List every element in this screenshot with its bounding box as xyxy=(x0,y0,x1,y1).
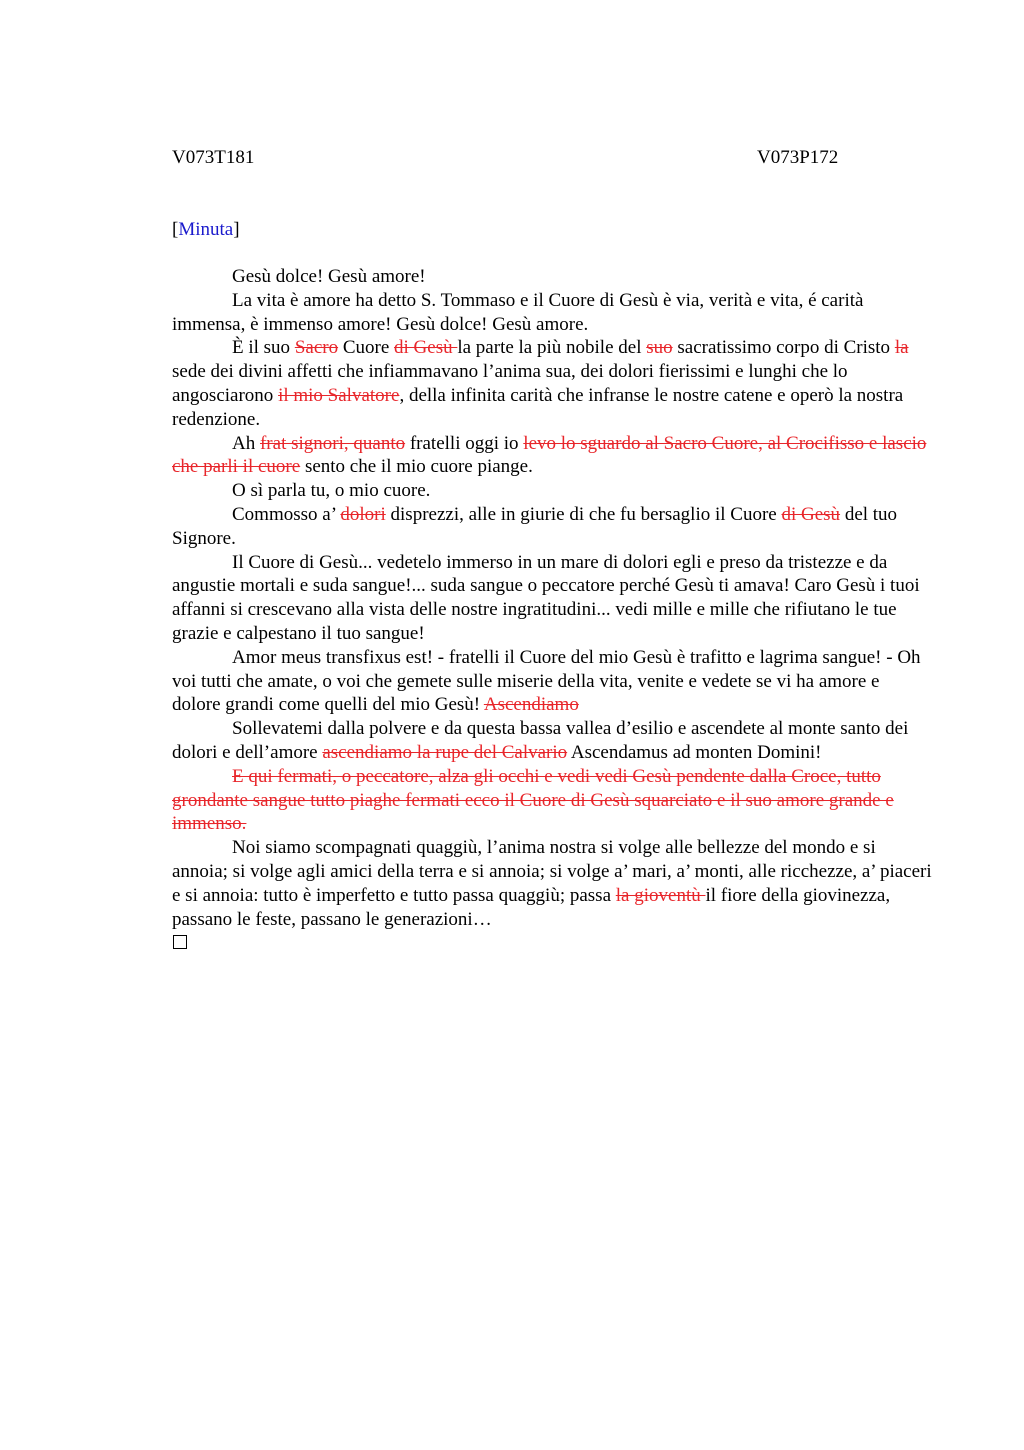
deleted-text: E qui fermati, o peccatore, alza gli occhi e vedi vedi Gesù pendente dalla Croce, tutto grondante sangue tutto piaghe fermati ecco il Cuore di Gesù squarciato e il suo amore grande e immenso. xyxy=(172,765,894,835)
text-segment: sento che il mio cuore piange. xyxy=(300,456,533,478)
deleted-text: di Gesù xyxy=(394,337,458,359)
paragraph xyxy=(172,717,932,765)
text-segment: , della infinita carità che infranse le nostre catene e operò la nostra redenzione. xyxy=(172,384,904,430)
text-segment: È il suo xyxy=(232,337,295,359)
text-code: V073T181 xyxy=(172,147,255,168)
text-segment: Sollevatemi dalla polvere e da questa bassa vallea d’esilio e ascendete al monte santo dei dolori e dell’amore xyxy=(172,718,909,763)
deleted-text: levo lo sguardo al Sacro Cuore, al Crocifisso e lascio che parli il cuore xyxy=(172,432,927,478)
deleted-text: la gioventù xyxy=(615,884,706,906)
deleted-text: ascendiamo la rupe del Calvario xyxy=(322,741,568,763)
paragraph xyxy=(172,336,932,431)
text-segment: Ascendamus ad monten Domini! xyxy=(567,741,822,763)
deleted-text: frat signori, quanto xyxy=(259,432,406,454)
text-segment: Cuore xyxy=(338,337,395,359)
paragraph xyxy=(172,765,932,836)
text-segment: Il Cuore di Gesù... vedetelo immerso in un mare di dolori egli e preso da tristezze e da angustie mortali e suda sangue!... suda sangue o peccatore perché Gesù ti amava! Caro Gesù i tuoi affanni si crescevano alla vista delle nostre ingratitudini... vedi mille e mille che rifiutano le tue grazie e calpestano il tuo sangue! xyxy=(172,551,920,644)
page-code: V073P172 xyxy=(757,147,839,168)
paragraph xyxy=(172,836,932,931)
text-segment: sacratissimo corpo di Cristo xyxy=(672,337,895,359)
text-segment: disprezzi, alle in giurie di che fu bersaglio il Cuore xyxy=(385,503,782,525)
deleted-text: di Gesù xyxy=(781,503,841,525)
text-segment: Ah xyxy=(232,432,260,454)
document-body xyxy=(172,265,932,956)
paragraph xyxy=(172,289,932,337)
paragraph xyxy=(172,551,932,646)
kind-open-bracket: [ xyxy=(172,219,179,240)
document-header xyxy=(172,146,852,170)
kind-label: Minuta xyxy=(178,219,234,240)
deleted-text: Ascendiamo xyxy=(483,694,579,716)
paragraph xyxy=(172,479,932,503)
text-segment: Noi siamo scompagnati quaggiù, l’anima nostra si volge alle bellezze del mondo e si annoia; si volge agli amici della terra e si annoia; si volge a’ mari, a’ monti, alle ricchezze, a’ piaceri e si annoia: tutto è imperfetto e tutto passa quaggiù; passa xyxy=(172,837,932,906)
paragraph xyxy=(172,646,932,717)
document-kind-label xyxy=(172,218,240,242)
text-segment: del tuo Signore. xyxy=(172,503,898,549)
deleted-text: la xyxy=(894,337,909,359)
empty-square-icon xyxy=(173,935,187,949)
text-segment: Amor meus transfixus est! - fratelli il Cuore del mio Gesù è trafitto e lagrima sangue! - Oh voi tutti che amate, o voi che gemete sulle miserie della vita, venite e vedete se vi ha amore e dolore grandi come quelli del mio Gesù! xyxy=(172,646,921,716)
end-mark xyxy=(172,931,932,956)
text-segment: la parte la più nobile del xyxy=(457,337,647,359)
deleted-text: dolori xyxy=(340,503,386,525)
text-segment: fratelli oggi io xyxy=(405,432,524,454)
kind-close-bracket: ] xyxy=(233,219,240,240)
deleted-text: suo xyxy=(646,337,673,359)
text-segment: La vita è amore ha detto S. Tommaso e il Cuore di Gesù è via, verità e vita, é carità immensa, è immenso amore! Gesù dolce! Gesù amore. xyxy=(172,289,864,335)
text-segment: Commosso a’ xyxy=(232,503,341,525)
text-segment: sede dei divini affetti che infiammavano l’anima sua, dei dolori fierissimi e lunghi che lo angosciarono xyxy=(172,361,848,406)
paragraph xyxy=(172,265,932,289)
text-segment: O sì parla tu, o mio cuore. xyxy=(232,480,431,502)
paragraph xyxy=(172,503,932,551)
text-segment: Gesù dolce! Gesù amore! xyxy=(232,266,426,287)
text-segment: il fiore della giovinezza, passano le feste, passano le generazioni… xyxy=(172,884,891,930)
deleted-text: il mio Salvatore xyxy=(278,384,400,406)
paragraph xyxy=(172,432,932,480)
deleted-text: Sacro xyxy=(294,337,339,359)
